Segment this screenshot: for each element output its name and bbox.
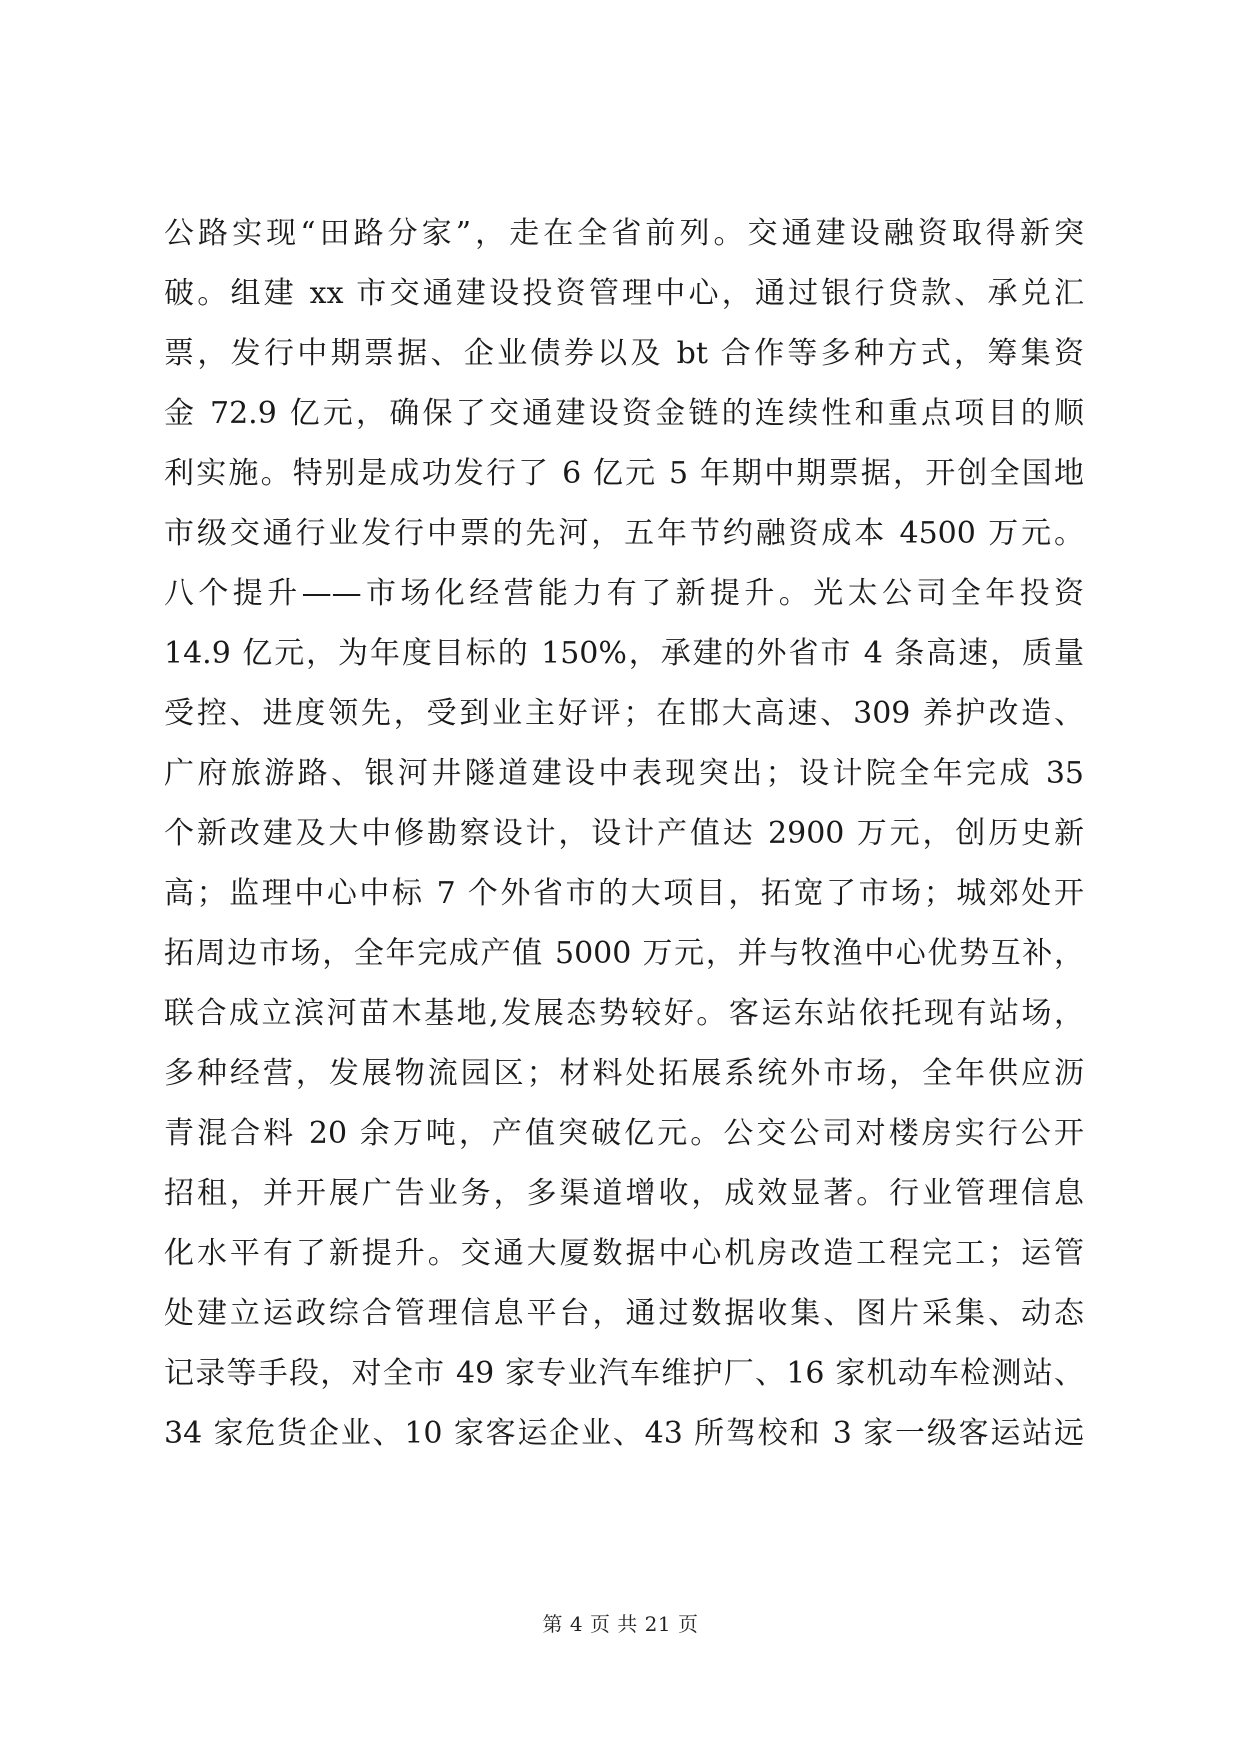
- text-line: 青混合料 20 余万吨，产值突破亿元。公交公司对楼房实行公开: [164, 1116, 1084, 1151]
- text-line: 金 72.9 亿元，确保了交通建设资金链的连续性和重点项目的顺: [164, 396, 1084, 431]
- text-line: 受控、进度领先，受到业主好评；在邯大高速、309 养护改造、: [164, 696, 1084, 731]
- text-line: 处建立运政综合管理信息平台，通过数据收集、图片采集、动态: [164, 1296, 1084, 1331]
- text-line: 广府旅游路、银河井隧道建设中表现突出；设计院全年完成 35: [164, 756, 1084, 791]
- text-line: 化水平有了新提升。交通大厦数据中心机房改造工程完工；运管: [164, 1236, 1084, 1271]
- text-line: 34 家危货企业、10 家客运企业、43 所驾校和 3 家一级客运站远: [164, 1416, 1084, 1451]
- text-line: 票，发行中期票据、企业债券以及 bt 合作等多种方式，筹集资: [164, 336, 1084, 371]
- text-line: 招租，并开展广告业务，多渠道增收，成效显著。行业管理信息: [164, 1176, 1084, 1211]
- text-line: 市级交通行业发行中票的先河，五年节约融资成本 4500 万元。: [164, 516, 1084, 551]
- page-footer: 第 4 页 共 21 页: [542, 1612, 699, 1636]
- body-paragraph: [164, 204, 1084, 1464]
- text-line: 个新改建及大中修勘察设计，设计产值达 2900 万元，创历史新: [164, 816, 1084, 851]
- text-line: 高；监理中心中标 7 个外省市的大项目，拓宽了市场；城郊处开: [164, 876, 1084, 911]
- text-line: 多种经营，发展物流园区；材料处拓展系统外市场，全年供应沥: [164, 1056, 1084, 1091]
- text-line: 利实施。特别是成功发行了 6 亿元 5 年期中期票据，开创全国地: [164, 456, 1084, 491]
- text-line: 公路实现“田路分家”，走在全省前列。交通建设融资取得新突: [164, 216, 1084, 251]
- text-line: 拓周边市场，全年完成产值 5000 万元，并与牧渔中心优势互补，: [164, 936, 1084, 971]
- text-line: 记录等手段，对全市 49 家专业汽车维护厂、16 家机动车检测站、: [164, 1356, 1084, 1391]
- text-line: 14.9 亿元，为年度目标的 150%，承建的外省市 4 条高速，质量: [164, 636, 1084, 671]
- text-line: 八个提升——市场化经营能力有了新提升。光太公司全年投资: [164, 576, 1084, 611]
- text-line: 联合成立滨河苗木基地,发展态势较好。客运东站依托现有站场，: [164, 996, 1084, 1031]
- text-line: 破。组建 xx 市交通建设投资管理中心，通过银行贷款、承兑汇: [164, 276, 1084, 311]
